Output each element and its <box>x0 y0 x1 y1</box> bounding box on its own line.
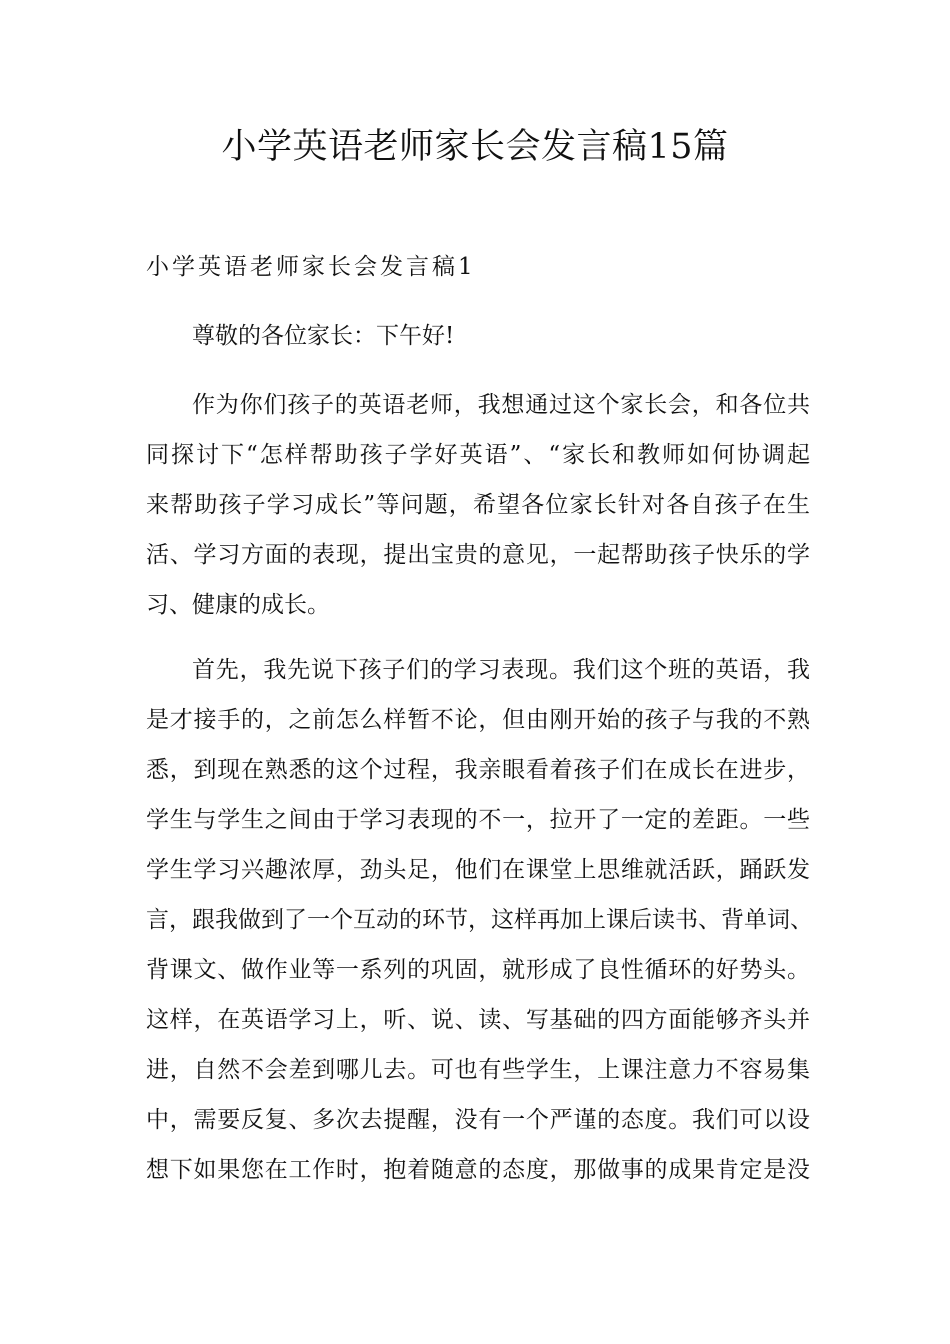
document-title: 小学英语老师家长会发言稿15篇 <box>221 127 729 167</box>
performance-paragraph <box>146 645 813 1195</box>
paragraph-line: 背课文、做作业等一系列的巩固，就形成了良性循环的好势头。 <box>146 957 810 983</box>
paragraph-line: 这样，在英语学习上，听、说、读、写基础的四方面能够齐头并 <box>146 1007 810 1033</box>
paragraph-line: 习、健康的成长。 <box>146 592 330 618</box>
paragraph-line: 进，自然不会差到哪儿去。可也有些学生，上课注意力不容易集 <box>146 1057 810 1083</box>
paragraph-line: 同探讨下“怎样帮助孩子学好英语”、“家长和教师如何协调起 <box>146 442 810 468</box>
greeting-paragraph <box>146 311 810 361</box>
paragraph-line: 中，需要反复、多次去提醒，没有一个严谨的态度。我们可以设 <box>146 1107 810 1133</box>
paragraph-line: 想下如果您在工作时，抱着随意的态度，那做事的成果肯定是没 <box>146 1157 810 1183</box>
paragraph-line: 是才接手的，之前怎么样暂不论，但由刚开始的孩子与我的不熟 <box>146 707 810 733</box>
intro-paragraph <box>146 380 810 630</box>
paragraph-line: 悉，到现在熟悉的这个过程，我亲眼看着孩子们在成长在进步， <box>146 757 810 783</box>
paragraph-line: 学生与学生之间由于学习表现的不一，拉开了一定的差距。一些 <box>146 807 810 833</box>
paragraph-line: 来帮助孩子学习成长”等问题，希望各位家长针对各自孩子在生 <box>146 492 810 518</box>
paragraph-line: 言，跟我做到了一个互动的环节，这样再加上课后读书、背单词、 <box>146 907 813 933</box>
section-heading: 小学英语老师家长会发言稿1 <box>146 254 476 280</box>
greeting-line: 尊敬的各位家长：下午好! <box>192 323 455 349</box>
paragraph-line: 作为你们孩子的英语老师，我想通过这个家长会，和各位共 <box>192 392 810 418</box>
paragraph-line: 首先，我先说下孩子们的学习表现。我们这个班的英语，我 <box>192 657 810 683</box>
paragraph-line: 学生学习兴趣浓厚，劲头足，他们在课堂上思维就活跃，踊跃发 <box>146 857 810 883</box>
paragraph-line: 活、学习方面的表现，提出宝贵的意见，一起帮助孩子快乐的学 <box>146 542 810 568</box>
